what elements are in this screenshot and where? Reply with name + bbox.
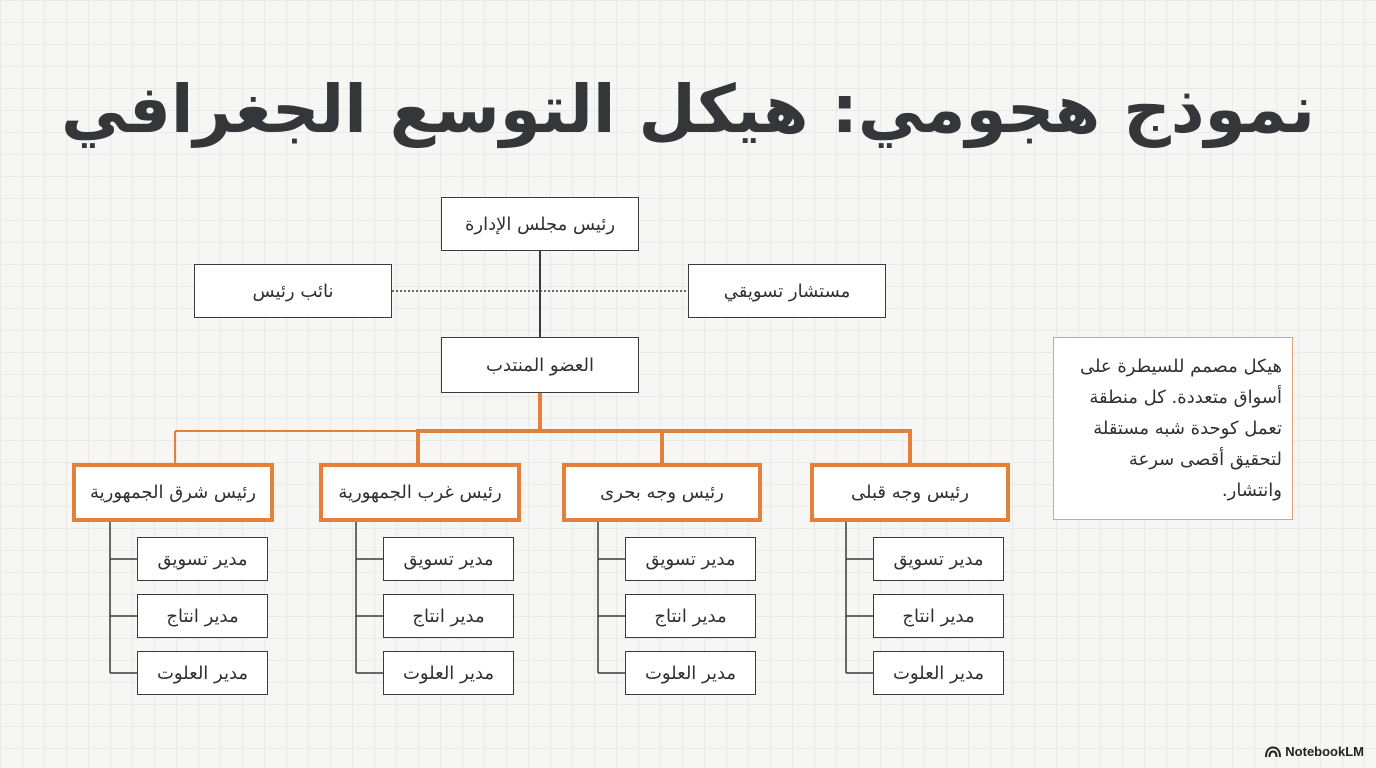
manager-box: مدير تسويق (383, 537, 514, 581)
manager-box: مدير العلوت (873, 651, 1004, 695)
manager-box: مدير العلوت (137, 651, 268, 695)
manager-box: مدير العلوت (625, 651, 756, 695)
description-note: هيكل مصمم للسيطرة على أسواق متعددة. كل منطقة تعمل كوحدة شبه مستقلة لتحقيق أقصى سرعة وانتشار. (1053, 337, 1293, 520)
region-head-west: رئيس غرب الجمهورية (319, 463, 521, 522)
bracket-south (846, 522, 873, 673)
page-title: نموذج هجومي: هيكل التوسع الجغرافي (60, 71, 1316, 148)
chairman-box: رئيس مجلس الإدارة (441, 197, 639, 251)
manager-box: مدير تسويق (873, 537, 1004, 581)
bracket-north (598, 522, 625, 673)
manager-box: مدير تسويق (137, 537, 268, 581)
notebooklm-logo-icon (1265, 746, 1281, 758)
region-head-north: رئيس وجه بحرى (562, 463, 762, 522)
manager-box: مدير تسويق (625, 537, 756, 581)
manager-box: مدير العلوت (383, 651, 514, 695)
bracket-west (356, 522, 383, 673)
brand-name: NotebookLM (1285, 744, 1364, 759)
managing-director-box: العضو المنتدب (441, 337, 639, 393)
marketing-advisor-box: مستشار تسويقي (688, 264, 886, 318)
manager-box: مدير انتاج (137, 594, 268, 638)
vice-president-box: نائب رئيس (194, 264, 392, 318)
region-head-east: رئيس شرق الجمهورية (72, 463, 274, 522)
manager-box: مدير انتاج (873, 594, 1004, 638)
bracket-east (110, 522, 137, 673)
region-head-south: رئيس وجه قبلى (810, 463, 1010, 522)
notebooklm-brand (1265, 744, 1364, 759)
manager-box: مدير انتاج (383, 594, 514, 638)
manager-box: مدير انتاج (625, 594, 756, 638)
